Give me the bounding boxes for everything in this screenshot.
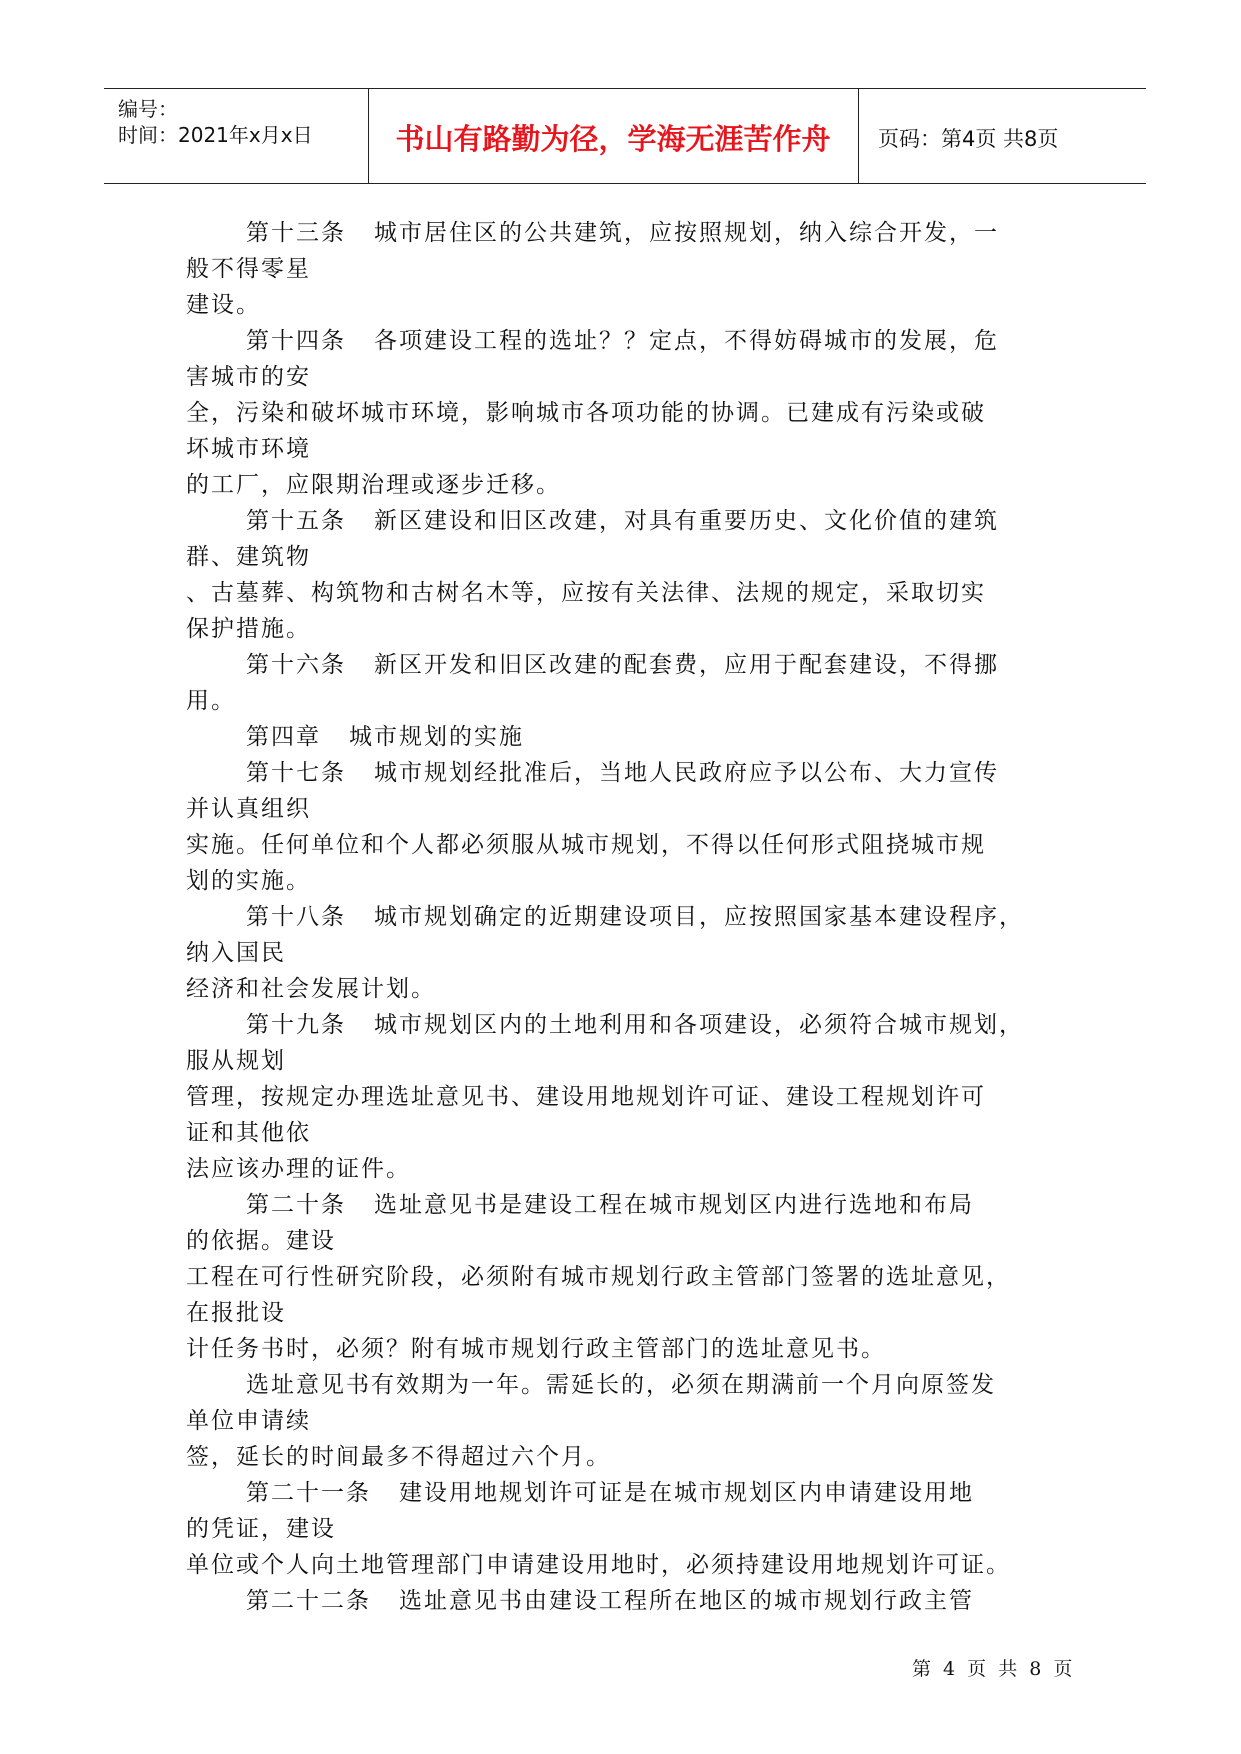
body-line: 坏城市环境 bbox=[186, 436, 311, 462]
header-page-code: 页码：第4页 共8页 bbox=[878, 127, 1059, 151]
article-number: 第十六条 bbox=[246, 652, 346, 678]
paragraph-start-line bbox=[186, 215, 1066, 251]
article-text: 新区开发和旧区改建的配套费，应用于配套建设，不得挪 bbox=[374, 652, 999, 678]
paragraph-start-line bbox=[186, 503, 1066, 539]
body-line: 计任务书时，必须？附有城市规划行政主管部门的选址意见书。 bbox=[186, 1336, 886, 1362]
article-text: 新区建设和旧区改建，对具有重要历史、文化价值的建筑 bbox=[374, 508, 999, 534]
body-line: 的凭证，建设 bbox=[186, 1516, 336, 1542]
article-number: 第二十一条 bbox=[246, 1480, 371, 1506]
body-line: 法应该办理的证件。 bbox=[186, 1156, 411, 1182]
body-line: 签，延长的时间最多不得超过六个月。 bbox=[186, 1444, 611, 1470]
article-number: 第十九条 bbox=[246, 1012, 346, 1038]
paragraph-start-line bbox=[186, 1367, 1066, 1403]
body-line: 用。 bbox=[186, 688, 236, 714]
document-number-label: 编号： bbox=[118, 97, 178, 121]
body-line: 服从规划 bbox=[186, 1048, 286, 1074]
body-line: 单位或个人向土地管理部门申请建设用地时，必须持建设用地规划许可证。 bbox=[186, 1552, 1011, 1578]
article-text: 选址意见书由建设工程所在地区的城市规划行政主管 bbox=[399, 1588, 974, 1614]
body-line: 证和其他依 bbox=[186, 1120, 311, 1146]
body-line: 实施。任何单位和个人都必须服从城市规划，不得以任何形式阻挠城市规 bbox=[186, 832, 986, 858]
body-line: 害城市的安 bbox=[186, 364, 311, 390]
article-number: 第十四条 bbox=[246, 328, 346, 354]
body-line: 建设。 bbox=[186, 292, 261, 318]
body-line: 经济和社会发展计划。 bbox=[186, 976, 436, 1002]
paragraph-start-line bbox=[186, 1187, 1066, 1223]
article-text: 建设用地规划许可证是在城市规划区内申请建设用地 bbox=[399, 1480, 974, 1506]
body-line: 全，污染和破坏城市环境，影响城市各项功能的协调。已建成有污染或破 bbox=[186, 400, 986, 426]
body-line: 管理，按规定办理选址意见书、建设用地规划许可证、建设工程规划许可 bbox=[186, 1084, 986, 1110]
document-body bbox=[186, 215, 1066, 1619]
header-right-cell bbox=[860, 89, 1146, 183]
body-line: 单位申请续 bbox=[186, 1408, 311, 1434]
body-line: 保护措施。 bbox=[186, 616, 311, 642]
article-number: 第十三条 bbox=[246, 220, 346, 246]
paragraph-start-line bbox=[186, 1583, 1066, 1619]
body-line: 纳入国民 bbox=[186, 940, 286, 966]
article-text: 城市规划确定的近期建设项目，应按照国家基本建设程序， bbox=[374, 904, 1024, 930]
article-text: 城市规划区内的土地利用和各项建设，必须符合城市规划， bbox=[374, 1012, 1024, 1038]
document-header bbox=[104, 88, 1146, 184]
article-text: 城市居住区的公共建筑，应按照规划，纳入综合开发，一 bbox=[374, 220, 999, 246]
paragraph-start-line bbox=[186, 647, 1066, 683]
paragraph-start-line bbox=[186, 323, 1066, 359]
header-left-cell bbox=[104, 89, 369, 183]
page-footer: 第 4 页 共 8 页 bbox=[912, 1658, 1073, 1680]
body-line: 在报批设 bbox=[186, 1300, 286, 1326]
paragraph-start-line bbox=[186, 719, 1066, 755]
article-number: 第十七条 bbox=[246, 760, 346, 786]
body-line: 并认真组织 bbox=[186, 796, 311, 822]
article-number: 第二十二条 bbox=[246, 1588, 371, 1614]
body-line: 工程在可行性研究阶段，必须附有城市规划行政主管部门签署的选址意见， bbox=[186, 1264, 1011, 1290]
article-number: 第四章 bbox=[246, 724, 321, 750]
paragraph-start-line bbox=[186, 899, 1066, 935]
body-line: 的工厂，应限期治理或逐步迁移。 bbox=[186, 472, 561, 498]
article-text: 选址意见书是建设工程在城市规划区内进行选地和布局 bbox=[374, 1192, 974, 1218]
paragraph-start-line bbox=[186, 1007, 1066, 1043]
article-number: 第十五条 bbox=[246, 508, 346, 534]
document-time-label: 时间：2021年x月x日 bbox=[118, 123, 313, 147]
article-number: 第十八条 bbox=[246, 904, 346, 930]
line-text: 选址意见书有效期为一年。需延长的，必须在期满前一个月向原签发 bbox=[246, 1372, 996, 1398]
body-line: 划的实施。 bbox=[186, 868, 311, 894]
body-line: 群、建筑物 bbox=[186, 544, 311, 570]
header-motto: 书山有路勤为径，学海无涯苦作舟 bbox=[395, 122, 831, 156]
body-line: 的依据。建设 bbox=[186, 1228, 336, 1254]
article-text: 城市规划的实施 bbox=[349, 724, 524, 750]
article-text: 城市规划经批准后，当地人民政府应予以公布、大力宣传 bbox=[374, 760, 999, 786]
paragraph-start-line bbox=[186, 1475, 1066, 1511]
body-line: 般不得零星 bbox=[186, 256, 311, 282]
body-line: 、古墓葬、构筑物和古树名木等，应按有关法律、法规的规定，采取切实 bbox=[186, 580, 986, 606]
paragraph-start-line bbox=[186, 755, 1066, 791]
article-number: 第二十条 bbox=[246, 1192, 346, 1218]
header-motto-cell bbox=[368, 89, 859, 183]
article-text: 各项建设工程的选址？？定点，不得妨碍城市的发展，危 bbox=[374, 328, 999, 354]
